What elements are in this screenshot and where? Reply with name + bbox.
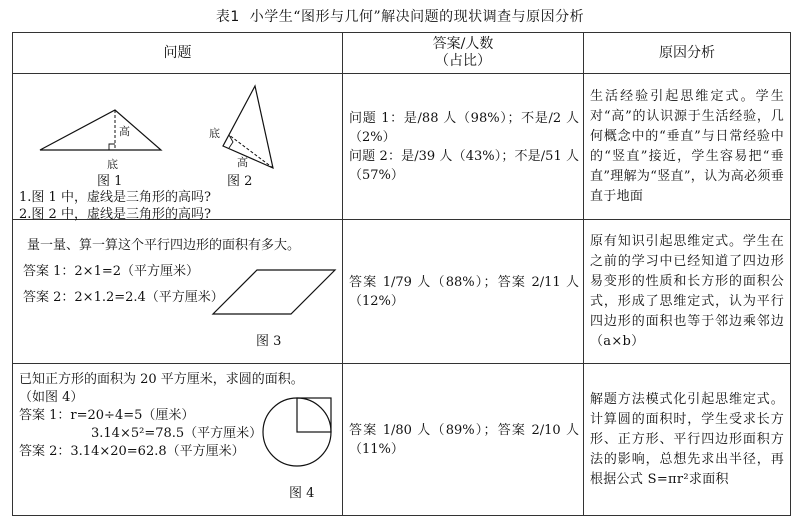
fig2-caption: 图 2	[227, 174, 253, 189]
row2-answer-cell	[343, 220, 584, 364]
row2-answer: 答案 1/79 人（88%）；答案 2/11 人（12%）	[349, 274, 579, 309]
header-answer-line1: 答案/人数	[432, 36, 494, 52]
header-answer	[343, 33, 584, 74]
header-answer-line2: （占比）	[435, 53, 491, 69]
row1-question-2: 2.图 2 中，虚线是三角形的高吗?	[19, 207, 211, 222]
header-row	[13, 33, 791, 74]
fig3-caption: 图 3	[256, 334, 282, 349]
row3-answer-1b: 3.14×5²=78.5（平方厘米）	[91, 426, 263, 441]
row2-answer-1: 答案 1：2×1=2（平方厘米）	[23, 264, 200, 279]
table-number: 表1	[215, 9, 240, 25]
row2-question-cell	[13, 220, 343, 364]
row1-analysis: 生活经验引起思维定式。学生对“高”的认识源于生活经验，几何概念中的“垂直”与日常经验中的“竖直”接近，学生容易把“垂直”理解为“竖直”，认为高必须垂直于地面	[590, 88, 784, 204]
row3-answer: 答案 1/80 人（89%）；答案 2/10 人（11%）	[349, 422, 579, 457]
row2-answer-2: 答案 2：2×1.2=2.4（平方厘米）	[23, 290, 224, 305]
row3-question: 已知正方形的面积为 20 平方厘米，求圆的面积。	[19, 372, 304, 387]
table-row	[13, 364, 791, 516]
row2-analysis: 原有知识引起思维定式。学生在之前的学习中已经知道了四边形易变形的性质和长方形的面积公式，形成了思维定式，认为平行四边形的面积也等于邻边乘邻边（a×b）	[590, 233, 784, 349]
table-caption	[0, 6, 800, 26]
row3-answer-2: 答案 2：3.14×20=62.8（平方厘米）	[19, 444, 245, 459]
row1-question-1: 1.图 1 中，虚线是三角形的高吗?	[19, 190, 211, 205]
fig1-triangle	[35, 104, 165, 174]
row3-answer-cell	[343, 364, 584, 516]
row1-analysis-cell	[584, 74, 791, 220]
row3-question-cell	[13, 364, 343, 516]
row2-analysis-cell	[584, 220, 791, 364]
survey-table	[12, 32, 791, 516]
row3-analysis: 解题方法模式化引起思维定式。计算圆的面积时，学生受求长方形、正方形、平行四边形面积方法的影响，总想先求出半径，再根据公式 S=πr²求面积	[590, 391, 784, 487]
row1-answer: 问题 1：是/88 人（98%）；不是/2 人（2%） 问题 2：是/39 人（43%）；不是/51 人（57%）	[349, 110, 579, 183]
row1-question-cell	[13, 74, 343, 220]
row3-analysis-cell	[584, 364, 791, 516]
row2-question: 量一量、算一算这个平行四边形的面积有多大。	[27, 238, 301, 253]
header-question: 问题	[13, 33, 343, 74]
fig1-height-label: 高	[119, 125, 130, 138]
fig1-base-label: 底	[107, 158, 118, 171]
table-row	[13, 220, 791, 364]
row3-note: （如图 4）	[19, 390, 84, 405]
row3-answer-1a: 答案 1：r=20÷4=5（厘米）	[19, 408, 195, 423]
fig1-caption: 图 1	[97, 174, 123, 189]
fig2-base-label: 底	[209, 127, 220, 140]
fig4-circle-square	[255, 390, 335, 470]
table-title: 小学生“图形与几何”解决问题的现状调查与原因分析	[249, 9, 585, 25]
row1-answer-cell	[343, 74, 584, 220]
header-analysis: 原因分析	[584, 33, 791, 74]
fig2-height-label: 高	[237, 156, 248, 169]
fig4-caption: 图 4	[289, 486, 315, 501]
table-row	[13, 74, 791, 220]
fig3-parallelogram	[209, 266, 339, 322]
